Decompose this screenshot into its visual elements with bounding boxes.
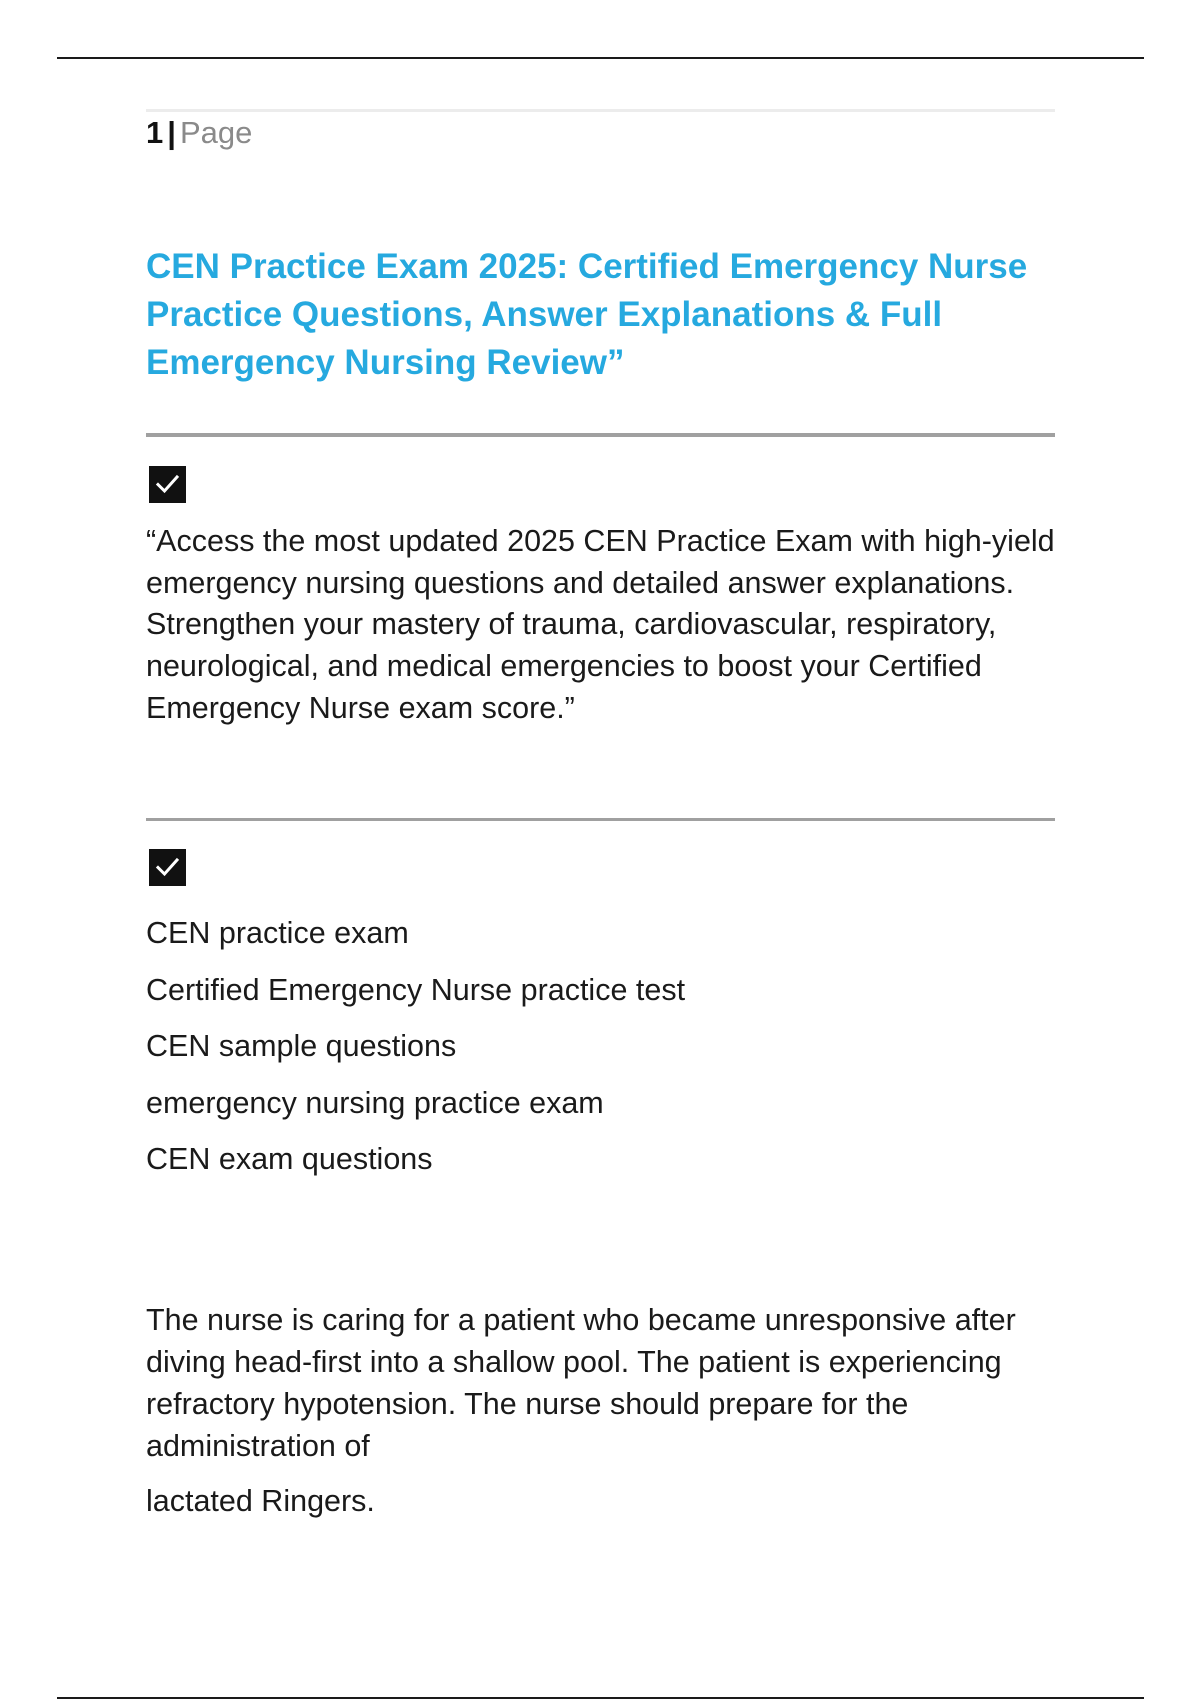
section-divider	[146, 818, 1055, 821]
exam-description: “Access the most updated 2025 CEN Practice Exam with high-yield emergency nursing questions and detailed answer explanations. Strengthen your mastery of trauma, cardiovascular, respiratory, neurological, and medical emergencies to boost your Certified Emergency Nurse exam score.”	[146, 524, 1055, 725]
keyword-item: emergency nursing practice exam	[146, 1085, 604, 1120]
top-border-line	[57, 57, 1144, 59]
header-rule	[146, 109, 1055, 112]
check-box-icon	[149, 849, 186, 886]
keyword-item: CEN practice exam	[146, 916, 409, 950]
document-title: CEN Practice Exam 2025: Certified Emergency Nurse Practice Questions, Answer Explanations & Full Emergency Nursing Review”	[146, 247, 1028, 382]
keyword-item: Certified Emergency Nurse practice test	[146, 972, 686, 1007]
bottom-border-line	[57, 1697, 1144, 1699]
keyword-item: CEN exam questions	[146, 1142, 433, 1176]
section-divider	[146, 433, 1055, 437]
page-word: Page	[179, 115, 253, 150]
keyword-item: CEN sample questions	[146, 1029, 457, 1063]
check-box-icon	[149, 466, 186, 503]
page-number: 1	[146, 115, 164, 150]
keyword-list	[146, 905, 685, 1188]
answer-text: lactated Ringers.	[146, 1484, 375, 1518]
question-text: The nurse is caring for a patient who became unresponsive after diving head-first into a shallow pool. The patient is experiencing refractory hypotension. The nurse should prepare for the administration of	[146, 1303, 1016, 1463]
page-number-label	[146, 113, 252, 153]
page-separator: |	[167, 115, 176, 150]
